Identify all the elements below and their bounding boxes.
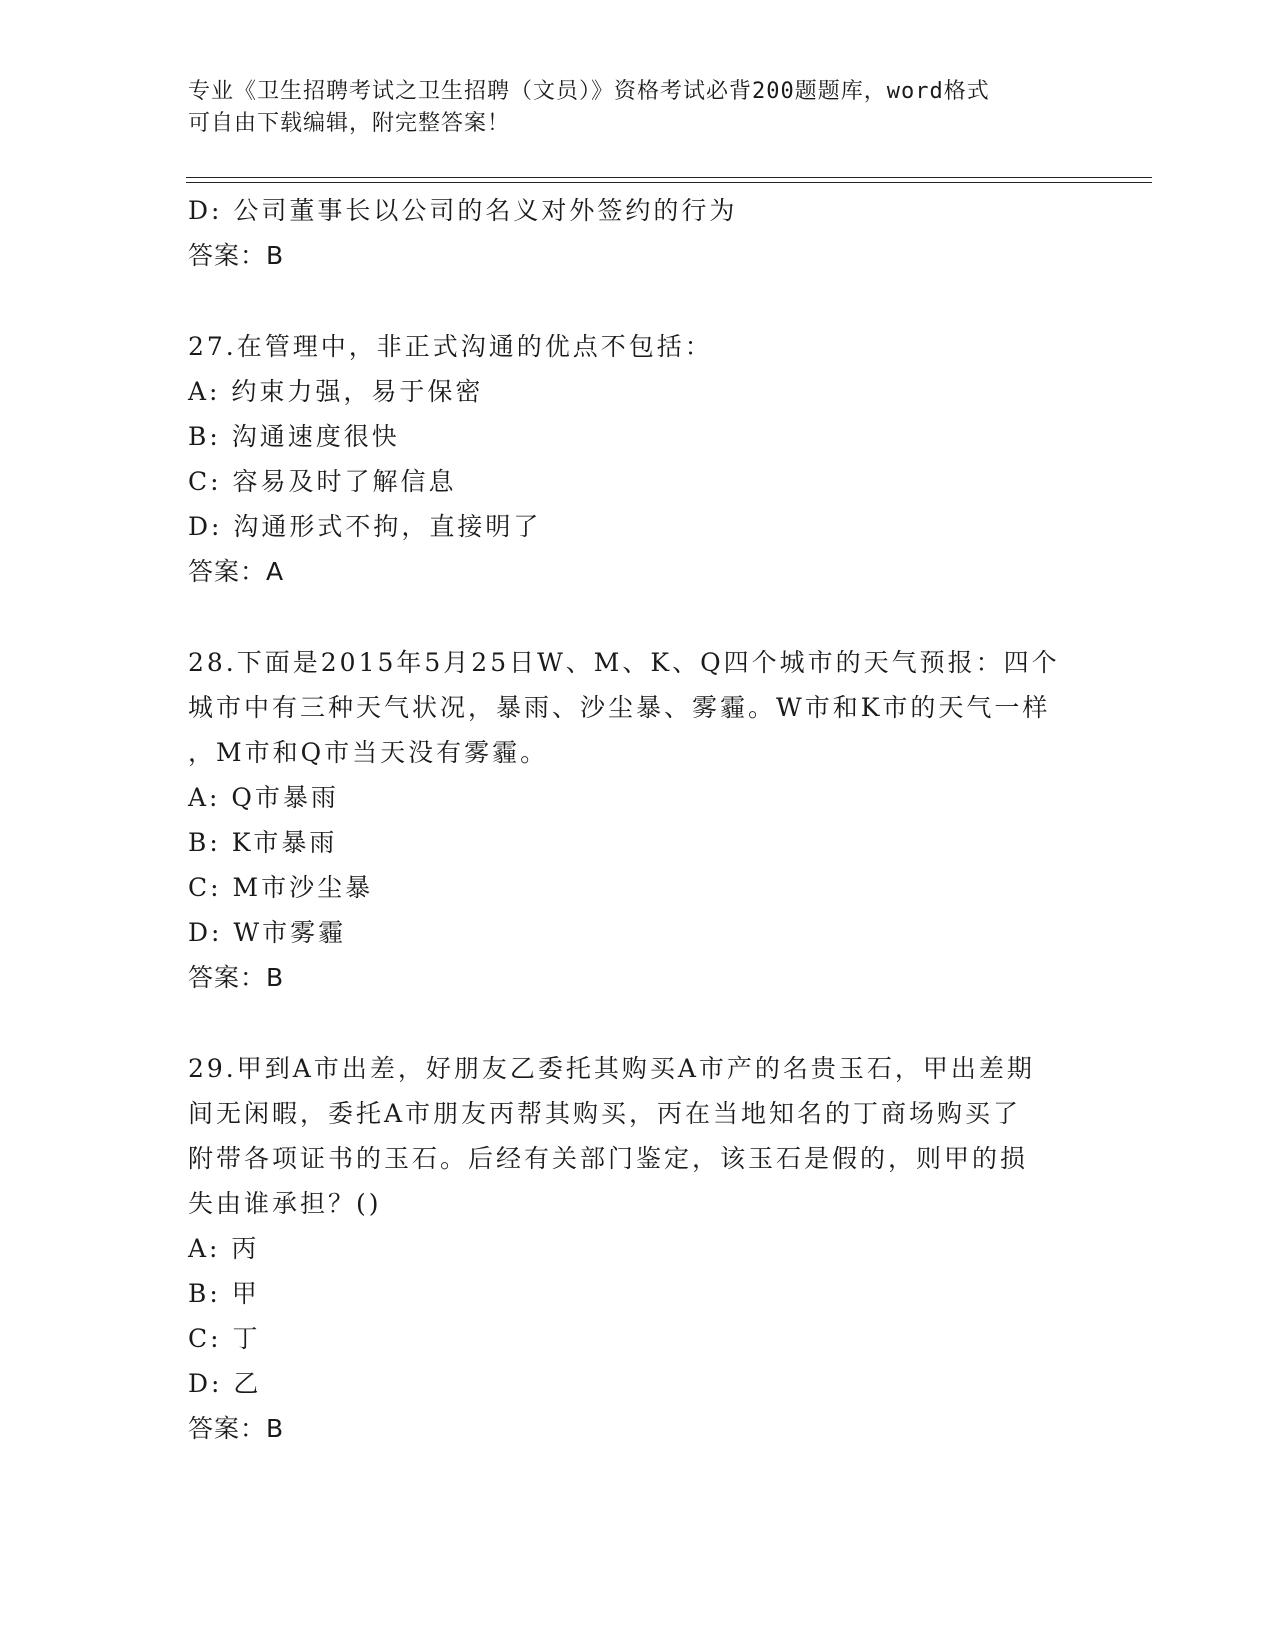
question-29: [188, 1046, 1088, 1451]
answer-line: 答案：A: [188, 557, 285, 586]
question-stem-line-4: 失由谁承担？(): [188, 1189, 382, 1218]
option-d: D: 公司董事长以公司的名义对外签约的行为: [188, 196, 738, 225]
header-divider-top: [186, 177, 1152, 178]
header-title-line-1: 专业《卫生招聘考试之卫生招聘（文员）》资格考试必背200题题库，word格式: [188, 79, 990, 104]
option-d: D: W市雾霾: [188, 918, 347, 947]
header-title-line-2: 可自由下载编辑，附完整答案！: [188, 111, 511, 136]
question-stem-line-3: ，M市和Q市当天没有雾霾。: [188, 738, 549, 767]
document-header: [188, 76, 1068, 140]
answer-line: 答案：B: [188, 963, 285, 992]
answer-line: 答案：B: [188, 1414, 285, 1443]
question-stem: 27.在管理中，非正式沟通的优点不包括：: [188, 332, 713, 361]
question-stem-line-1: 28.下面是2015年5月25日W、M、K、Q四个城市的天气预报：四个: [188, 648, 1060, 677]
option-b: B: 沟通速度很快: [188, 422, 400, 451]
question-stem-line-1: 29.甲到A市出差，好朋友乙委托其购买A市产的名贵玉石，甲出差期: [188, 1054, 1035, 1083]
question-stem-line-2: 间无闲暇，委托A市朋友丙帮其购买，丙在当地知名的丁商场购买了: [188, 1099, 1022, 1128]
question-stem-line-3: 附带各项证书的玉石。后经有关部门鉴定，该玉石是假的，则甲的损: [188, 1144, 1029, 1173]
option-c: C: 容易及时了解信息: [188, 467, 457, 496]
header-divider-bottom: [186, 182, 1152, 183]
option-c: C: 丁: [188, 1324, 261, 1353]
option-a: A: Q市暴雨: [188, 783, 339, 812]
option-b: B: K市暴雨: [188, 828, 338, 857]
option-d: D: 乙: [188, 1369, 262, 1398]
previous-question-tail: [188, 188, 1088, 278]
option-a: A: 丙: [188, 1234, 260, 1263]
question-content: [188, 188, 1088, 1451]
question-stem-line-2: 城市中有三种天气状况，暴雨、沙尘暴、雾霾。W市和K市的天气一样: [188, 693, 1051, 722]
option-a: A: 约束力强，易于保密: [188, 377, 484, 406]
option-b: B: 甲: [188, 1279, 260, 1308]
option-d: D: 沟通形式不拘，直接明了: [188, 512, 542, 541]
question-27: [188, 324, 1088, 594]
question-28: [188, 640, 1088, 1000]
answer-line: 答案：B: [188, 241, 285, 270]
option-c: C: M市沙尘暴: [188, 873, 374, 902]
